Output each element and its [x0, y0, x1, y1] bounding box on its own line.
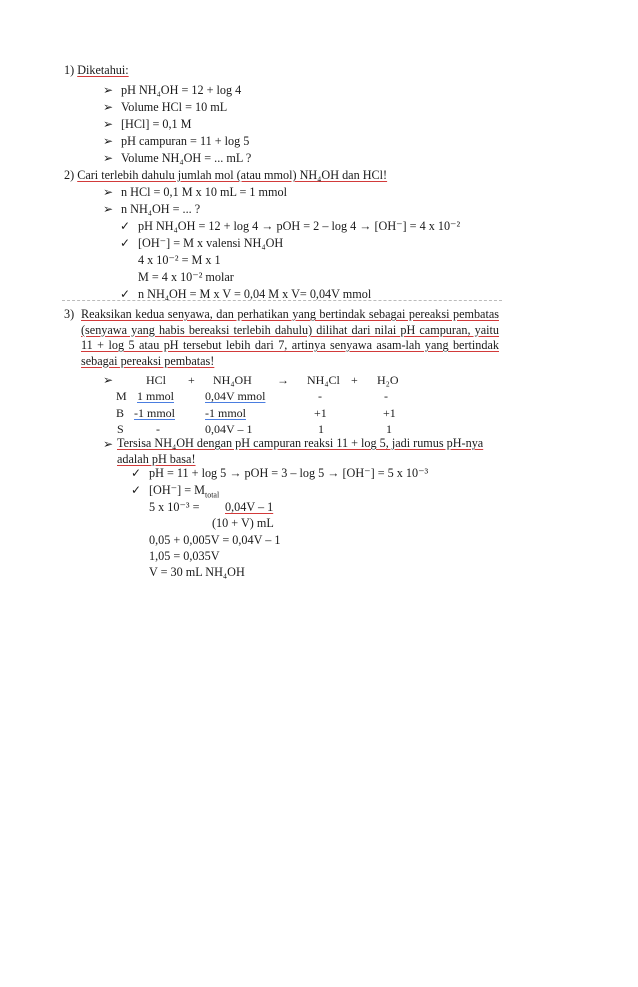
section-3-paragraph: Reaksikan kedua senyawa, dan perhatikan yang bertindak sebagai pereaksi pembatas (senyawa yang habis bereaksi terlebih dahulu) dilihat dari nilai pH campuran, yaitu 11 + log 5 atau pH tersebut lebih dari 7, artinya senyawa asam-lah yang bertindak sebagai pereaksi pembatas!: [81, 307, 499, 368]
s2-check-1: ✓ pH NH₄OH = 12 + log 4 → pOH = 2 – log 4 → [OH⁻] = 4 x 10⁻²: [120, 219, 461, 233]
s2-bullet-1: ➢ n HCl = 0,1 M x 10 mL = 1 mmol: [103, 185, 287, 199]
work-line-2: 1,05 = 0,035V: [149, 549, 220, 563]
s2-check-3: ✓ n NH₄OH = M x V = 0,04 M x V= 0,04V mmol: [120, 287, 372, 301]
row-s-nh4cl: 1: [318, 422, 324, 436]
arrow-bullet-icon: ➢: [103, 100, 114, 114]
arrow-bullet-icon: ➢: [103, 151, 114, 165]
s2-line-2: M = 4 x 10⁻² molar: [138, 270, 234, 284]
s1-bullet-2: ➢ Volume HCl = 10 mL: [103, 100, 228, 114]
work-line-final: V = 30 mL NH₄OH: [149, 565, 245, 579]
row-s-nh4oh: 0,04V – 1: [205, 422, 253, 436]
row-m-nh4oh: 0,04V mmol: [205, 389, 266, 403]
s1-bullet-5: ➢ Volume NH₄OH = ... mL ?: [103, 151, 252, 165]
eq-reactant-nh4oh: NH₄OH: [213, 373, 252, 387]
row-b-nh4oh: -1 mmol: [205, 406, 246, 420]
row-m-h2o: -: [384, 389, 388, 403]
row-b-hcl: -1 mmol: [134, 406, 175, 420]
section-1-title: Diketahui:: [77, 63, 129, 77]
row-s-label: S: [117, 422, 124, 436]
m-total-subscript: total: [204, 490, 220, 500]
arrow-bullet-icon: ➢: [103, 134, 114, 148]
checkmark-icon: ✓: [131, 466, 142, 480]
checkmark-icon: ✓: [120, 236, 131, 250]
s2-check-2: ✓ [OH⁻] = M x valensi NH₄OH: [120, 236, 284, 250]
s2-line-1: 4 x 10⁻² = M x 1: [138, 253, 221, 267]
section-2-number: 2): [64, 168, 75, 182]
fraction-denominator: (10 + V) mL: [212, 516, 274, 530]
fraction-left: 5 x 10⁻³ =: [149, 500, 200, 514]
arrow-bullet-icon: ➢: [103, 185, 114, 199]
row-b-h2o: +1: [383, 406, 396, 420]
section-1-number: 1): [64, 63, 75, 77]
work-line-1: 0,05 + 0,005V = 0,04V – 1: [149, 533, 281, 547]
row-m-label: M: [116, 389, 127, 403]
row-s-h2o: 1: [386, 422, 392, 436]
arrow-bullet-icon: ➢: [103, 202, 114, 216]
section-3-number: 3): [64, 307, 75, 321]
eq-product-nh4cl: NH₄Cl: [307, 373, 340, 387]
checkmark-icon: ✓: [120, 219, 131, 233]
page-divider: [62, 300, 502, 301]
s1-bullet-3: ➢ [HCl] = 0,1 M: [103, 117, 192, 131]
eq-product-h2o: H₂O: [377, 373, 399, 387]
section-3-note: Tersisa NH₄OH dengan pH campuran reaksi 11 + log 5, jadi rumus pH-nya adalah pH basa!: [117, 436, 484, 466]
s1-bullet-1: ➢ pH NH₄OH = 12 + log 4: [103, 83, 242, 97]
section-2-heading: [64, 168, 387, 183]
section-2-title: Cari terlebih dahulu jumlah mol (atau mmol) NH₄OH dan HCl!: [77, 168, 388, 182]
note-arrow-bullet-icon: ➢: [103, 437, 114, 451]
row-m-nh4cl: -: [318, 389, 322, 403]
s3-check-1: ✓ pH = 11 + log 5 → pOH = 3 – log 5 → [OH⁻] = 5 x 10⁻³: [131, 466, 429, 480]
row-b-label: B: [116, 406, 125, 420]
s3-check-2: ✓ $[OH^-] = M_{total}$: [131, 483, 220, 500]
checkmark-icon: ✓: [120, 287, 131, 301]
eq-reaction-arrow-icon: →: [277, 373, 289, 387]
row-m-hcl: 1 mmol: [137, 389, 175, 403]
arrow-bullet-icon: ➢: [103, 117, 114, 131]
eq-reactant-hcl: HCl: [146, 373, 167, 387]
s1-bullet-4: ➢ pH campuran = 11 + log 5: [103, 134, 250, 148]
equation-arrow-bullet-icon: ➢: [103, 373, 114, 387]
row-s-hcl: -: [156, 422, 160, 436]
eq-plus-2: +: [351, 373, 358, 387]
eq-plus-1: +: [188, 373, 195, 387]
checkmark-icon: ✓: [131, 483, 142, 497]
row-b-nh4cl: +1: [314, 406, 327, 420]
arrow-bullet-icon: ➢: [103, 83, 114, 97]
section-1-heading: [64, 63, 129, 78]
fraction-numerator: 0,04V – 1: [225, 500, 274, 514]
s2-bullet-2: ➢ n NH₄OH = ... ?: [103, 202, 201, 216]
